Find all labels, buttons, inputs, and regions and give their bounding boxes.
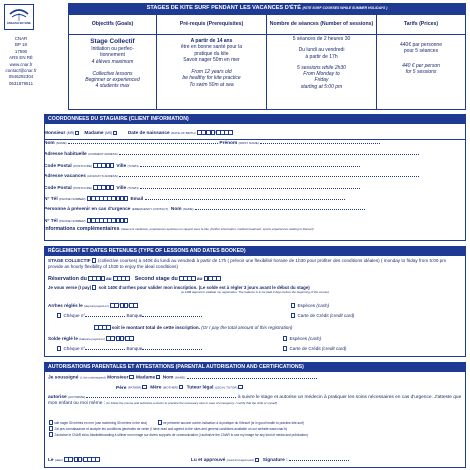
goals-line: tionnement: [100, 52, 125, 59]
th-prices: Tarifs (Prices): [377, 15, 466, 35]
contact-phone-2: 0631879511: [8, 80, 34, 86]
contact-block: [0, 36, 42, 87]
label-reservation: Réservation du: [48, 276, 87, 283]
label-address-en: (CURRENT ADRESS): [88, 152, 118, 156]
label-emergency-phone-en: (PHONE NUMBER): [59, 219, 86, 224]
second-end-field[interactable]: [204, 276, 220, 281]
label-holiday-address: Adresse vacances: [44, 174, 86, 179]
label-approval-en: (read and approved): [226, 458, 254, 463]
label-signature: Signature :: [262, 458, 288, 464]
price-line: pour 5 séances: [403, 48, 439, 55]
birthdate-field[interactable]: [206, 130, 214, 135]
row-soussigne: [48, 375, 462, 382]
prereq-line-en: be healthy for kite practice: [182, 75, 241, 82]
label-birth: Date de naissance: [127, 131, 170, 137]
solde-date-field[interactable]: [125, 336, 133, 341]
label-nom-2: Nom: [162, 375, 174, 381]
prereq-line: Savoir nager 50m en mer: [183, 56, 240, 63]
arrhes-date-field[interactable]: [110, 303, 118, 308]
sessions-line-en: From Monday to: [303, 71, 340, 77]
price-line-en: for 5 sessions: [405, 68, 437, 75]
row-signature: Le (date) / / Lu et approuvé (read and approved) Signature :: [48, 457, 462, 464]
logo-text: ENGLISH SKYLINE: [7, 22, 31, 26]
row-postcode: [44, 163, 360, 170]
label-town-en: (TOWN): [127, 186, 139, 191]
cheque-number-field[interactable]: [85, 316, 125, 317]
checkbox-madame-2[interactable]: [156, 375, 160, 379]
goals-line: Initiation ou perfec-: [91, 46, 134, 52]
autorise-text: à suivre le stage et autorise un médecin à pratiquer les soins nécessaires en cas d'urgence. J'atteste que mon enfant ou moi même :: [48, 395, 462, 406]
row-cheque-1: [56, 313, 462, 319]
label-cheque: Chèque n°: [63, 346, 86, 351]
checkbox-father[interactable]: [142, 385, 146, 389]
checkbox-stage-collectif[interactable]: [92, 258, 96, 262]
signature-date-field[interactable]: [64, 457, 72, 462]
checkbox-tutor[interactable]: [238, 385, 242, 389]
parent-name-field[interactable]: [187, 378, 317, 379]
label-card: Carte de Crédit: [289, 346, 321, 351]
contact-town: ARS EN RÉ: [9, 55, 33, 61]
label-madame: Madame: [84, 131, 104, 137]
label-card-en: (credit card): [329, 313, 355, 318]
row-emergency-phone: [44, 218, 128, 225]
row-stage-collectif: [48, 258, 462, 269]
contact-website[interactable]: www.cnar.fr: [9, 61, 33, 67]
solde-date-field[interactable]: [116, 336, 124, 341]
bank-field[interactable]: [142, 316, 202, 317]
emergency-phone-field[interactable]: [87, 218, 128, 223]
address-field[interactable]: [119, 154, 419, 155]
row-certifications: [48, 420, 462, 438]
label-address: Adresse habituelle: [44, 152, 87, 157]
section-authorisation-header: AUTORISATIONS PARENTALES ET ATTESTATIONS (PARENTAL AUTORISATION AND CERTIFICATIONS): [44, 362, 466, 372]
deposit-text: soit 140€ d'arrhes pour valider mon inscription. (Le solde est à régler 3 jours avant le début du stage): [98, 285, 310, 290]
prereq-line: être en bonne santé pour la: [180, 44, 243, 51]
label-nom-2-en: (NAME): [174, 375, 186, 380]
label-total-en: (Or I pay the total amount of this registration): [201, 325, 293, 331]
total-amount-field[interactable]: [94, 325, 110, 330]
row-cheque-2: [56, 346, 462, 352]
label-second-stage: Second stage du: [134, 276, 178, 283]
label-le: Le: [48, 458, 54, 464]
label-bank: Banque: [126, 313, 143, 318]
label-monsieur-en: (MR): [66, 131, 75, 136]
section-client-header: COORDONNEES DU STAGIAIRE (CLIENT INFORMATION): [44, 114, 466, 124]
birthdate-field[interactable]: [197, 130, 205, 135]
label-tutor-en: (LEGAL TUTOR): [214, 385, 238, 390]
label-madame-en: (MS): [104, 131, 113, 136]
label-solde-en: (balance payed on): [79, 337, 105, 342]
nom-field[interactable]: [68, 143, 218, 144]
holiday-address-field[interactable]: [119, 176, 419, 177]
checkbox-image-rights[interactable]: [49, 432, 53, 436]
checkbox-deposit[interactable]: [92, 285, 96, 289]
label-town: Ville: [116, 186, 127, 192]
row-solde: Solde réglé le (balance payed on) / / Espèces (cash): [48, 336, 322, 342]
goals-line-en: 4 students max: [95, 83, 130, 90]
label-holiday-address-en: (HOLIDAY'S ADRESS): [87, 174, 118, 178]
row-autorise: [48, 395, 462, 407]
label-stage-collectif: STAGE COLLECTIF: [48, 258, 91, 263]
label-autorise: autorise: [48, 395, 67, 400]
label-father-en: (FATHER): [127, 385, 142, 390]
label-emergency: Personne à prévenir en cas d'urgence: [44, 207, 131, 212]
label-postcode-en: (POSTCODE): [73, 164, 92, 169]
sessions-line: 5 séances de 2 heures 30: [292, 36, 351, 42]
cell-sessions: [267, 35, 377, 110]
label-birth-en: (DATE OF BIRTH): [171, 131, 196, 136]
deposit-text-en: (a 140€ deposit to validate my registration. The balance is to be paid 3 days before the beginning of the course): [181, 289, 329, 294]
label-madame-2: Madame: [135, 375, 156, 381]
checkbox-cheque-2[interactable]: [57, 346, 61, 350]
checkbox-health[interactable]: [158, 420, 162, 424]
row-postcode-2: [44, 185, 360, 192]
cert-swim: sait nager 50 mètres en mer (can swimming 50 meters in the sea): [54, 421, 148, 425]
sessions-line-en: starting at 5:00 pm: [300, 83, 343, 90]
label-card: Carte de Crédit: [297, 313, 329, 318]
page-title: [68, 3, 466, 14]
signature-date-field[interactable]: [74, 457, 82, 462]
row-phone: [44, 196, 345, 203]
label-bank: Banque: [126, 346, 143, 351]
label-mother-en: (MOTHER): [162, 385, 178, 390]
cheque-number-field[interactable]: [85, 349, 125, 350]
label-mother: Mère: [150, 385, 162, 391]
stage-collectif-text: (collective courses) à 440€ du lundi au vendredi à partir de 17h ( prévoir une flexibilité horaire de 1h30 pour profiter des conditions idéales) ( monday to friday from 5:00 pm provide an hourly flexibility of 1h30 to enjoy the ideal conditions): [48, 258, 447, 269]
contact-postcode: 17590: [14, 48, 28, 54]
sessions-line: à partir de 17h: [305, 53, 338, 60]
label-email: Email: [130, 197, 144, 203]
prereq-line: pratique du kite: [194, 50, 229, 57]
label-total: soit le montant total de cette inscription.: [111, 325, 200, 331]
contact-phone-1: 0546292304: [8, 74, 34, 80]
th-prerequisites: Pré-requis (Prerequisites): [157, 15, 267, 35]
child-name-field[interactable]: [86, 397, 236, 398]
sessions-line-en: 5 sessions while 2h30: [297, 64, 346, 71]
checkbox-conditions[interactable]: [49, 426, 53, 430]
label-nom-en: (NAME): [56, 141, 67, 145]
row-emergency: [44, 207, 365, 213]
cert-conditions: J'ai pris connaissance et accepte les conditions générales de vente (I have read and agreed to the rules and general conditions available on our website www.cnar.fr): [54, 427, 288, 432]
arrhes-date-field[interactable]: [129, 303, 137, 308]
label-monsieur-2: Monsieur: [107, 375, 129, 381]
price-line: 440€ par personne: [400, 42, 442, 48]
label-nom: Nom: [44, 141, 55, 146]
town-field[interactable]: [140, 188, 360, 189]
row-name: [44, 141, 380, 147]
label-info-en: (further information: medical treatment, sports experiences relating to kitesurf): [210, 227, 314, 231]
town-field[interactable]: [140, 166, 360, 167]
th-sessions: Nombre de séances (Number of sessions): [267, 15, 377, 35]
checkbox-cash-1[interactable]: [291, 303, 295, 307]
logo: [4, 4, 34, 30]
birthdate-field[interactable]: [216, 130, 232, 135]
checkbox-card-2[interactable]: [283, 346, 287, 350]
checkbox-monsieur[interactable]: [75, 131, 79, 135]
divider: [44, 139, 466, 140]
kite-icon: [8, 8, 30, 22]
row-relation: [48, 385, 462, 392]
label-cheque: Chèque n°: [63, 313, 86, 318]
stage-title: Stage Collectif: [90, 38, 135, 45]
label-cash-en: (cash): [316, 303, 330, 308]
label-emergency-en: (EMERGENCY CONTACT): [131, 207, 169, 211]
checkbox-cheque-1[interactable]: [57, 313, 61, 317]
label-soussigne: Je soussigné: [48, 375, 79, 381]
autorise-text-en: (to follow the course and authorize a doctor to practice the necessary care in case of emergency. I certify that the child or myself): [106, 400, 278, 405]
section-payment-header: RÈGLEMENT ET DATES RETENUES (TYPE OF LESSONS AND DATES BOOKED): [44, 246, 466, 256]
row-holiday-address: [44, 174, 419, 180]
prereq-line-en: From 12 years old: [191, 69, 232, 75]
row-arrhes: Arrhes réglés le (deposit payed on) / / Espèces (cash): [48, 303, 330, 309]
signature-field[interactable]: [289, 460, 349, 461]
label-postcode-en: (POSTCODE): [73, 186, 92, 191]
label-le-en: (date): [54, 458, 63, 463]
label-town: Ville: [116, 164, 127, 170]
prenom-field[interactable]: [260, 143, 380, 144]
row-reservation: [48, 276, 462, 283]
row-info: [44, 226, 462, 233]
cert-image-rights: J'autorise le CNAR et/ou Akwikiteboarding à utiliser mon image sur divers supports de communication (I authorize the CNAR to use my image for any kind of media and publication): [54, 433, 308, 438]
contact-name: CNAR: [14, 36, 28, 41]
phone-field[interactable]: [87, 196, 128, 201]
label-emergency-name-en: (NAME): [182, 207, 194, 211]
label-card-en: (credit card): [321, 346, 347, 351]
contact-email[interactable]: contact@cnar.fr: [5, 67, 37, 73]
reservation-end-field[interactable]: [113, 276, 129, 281]
prereq-line: A partir de 14 ans: [190, 38, 233, 44]
goals-line: 4 élèves maximum: [91, 58, 134, 65]
checkbox-approval[interactable]: [255, 458, 259, 462]
prereq-line-en: To swim 50m at sea: [189, 81, 234, 88]
label-arrhes: Arrhes réglés le: [48, 303, 83, 309]
solde-date-field[interactable]: [106, 336, 114, 341]
th-goals: Objectifs (Goals): [69, 15, 157, 35]
label-monsieur: Monsieur: [44, 131, 66, 137]
postcode-field[interactable]: [93, 163, 113, 168]
bank-field[interactable]: [142, 349, 202, 350]
label-emergency-name: Nom: [170, 207, 182, 212]
contact-bp: BP 18: [15, 42, 27, 48]
label-info-detail: traitement médicaux, expériences sportives en rapport avec le kite: [120, 227, 209, 231]
checkbox-swim[interactable]: [49, 420, 53, 424]
cell-prices: [377, 35, 466, 110]
label-arrhes-en: (deposit payed on): [84, 304, 109, 309]
label-au-2: au: [196, 277, 203, 283]
row-address: [44, 152, 419, 158]
label-postcode: Code Postal: [44, 186, 72, 192]
goals-line-en: Beginner or experienced: [85, 77, 140, 83]
label-father: Père: [116, 385, 127, 391]
signature-date-field[interactable]: [83, 457, 99, 462]
label-cash: Espèces: [297, 303, 316, 308]
arrhes-date-field[interactable]: [120, 303, 128, 308]
label-approval: Lu et approuvé: [190, 458, 226, 464]
label-cash: Espèces: [289, 336, 308, 341]
checkbox-cash-2[interactable]: [283, 336, 287, 340]
label-postcode: Code Postal: [44, 164, 72, 170]
sessions-line: Du lundi au vendredi: [298, 47, 345, 54]
checkbox-mother[interactable]: [179, 385, 183, 389]
label-soussigne-en: (I, the undersigned): [79, 375, 106, 380]
goals-line-en: Collective lessons: [92, 70, 133, 77]
row-civility: Monsieur (MR) Madame (MS) Date de naissance (DATE OF BIRTH) / /: [44, 130, 232, 137]
cell-prerequisites: [157, 35, 267, 110]
label-au: au: [106, 277, 112, 283]
sessions-line-en: Friday: [314, 77, 329, 84]
label-solde: Solde réglé le: [48, 336, 78, 342]
title-main: STAGES DE KITE SURF PENDANT LES VACANCES D'ÉTÉ: [146, 4, 301, 11]
postcode-field[interactable]: [93, 185, 113, 190]
label-tutor: Tuteur légal: [186, 385, 214, 391]
label-phone: N° Tél: [44, 197, 58, 203]
label-prenom: Prénom: [219, 141, 238, 146]
reservation-start-field[interactable]: [88, 276, 104, 281]
emergency-name-field[interactable]: [195, 209, 365, 210]
checkbox-card-1[interactable]: [291, 313, 295, 317]
checkbox-monsieur-2[interactable]: [129, 375, 133, 379]
cert-health: ne présente aucune contre-indication à la pratique du Kitesurf (is in good health to practice kite-surf): [163, 421, 305, 425]
label-emergency-phone: N° Tél: [44, 219, 58, 225]
second-start-field[interactable]: [179, 276, 195, 281]
row-total: [48, 325, 462, 331]
email-field[interactable]: [145, 199, 345, 200]
label-paid: Je vous verse (I pay): [48, 285, 92, 290]
label-town-en: (TOWN): [127, 164, 139, 169]
cell-goals: [69, 35, 157, 110]
label-autorise-en: (AUTORIZE): [68, 395, 86, 399]
label-info: Informations complémentaires: [44, 226, 120, 232]
label-prenom-en: (FIRST NAME): [238, 141, 259, 145]
checkbox-madame[interactable]: [113, 131, 117, 135]
label-phone-en: (PHONE NUMBER): [59, 197, 86, 202]
label-cash-en: (cash): [308, 336, 322, 341]
courses-table: [68, 14, 466, 110]
price-line-en: 440 € per person: [402, 62, 440, 69]
row-deposit: [48, 285, 462, 294]
title-sub: (KITE SURF COURSES WHILE SUMMER HOLIDAYS ): [302, 5, 388, 10]
